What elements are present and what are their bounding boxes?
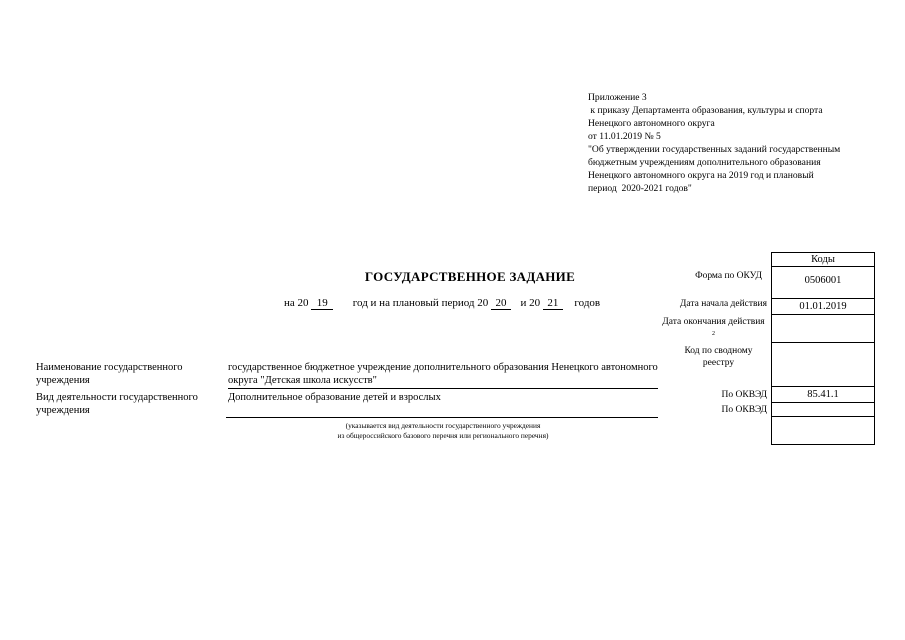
okved-label-2: По ОКВЭД bbox=[721, 405, 767, 415]
hint-line-2: из общероссийского базового перечня или регионального перечня) bbox=[337, 431, 549, 440]
registry-code-cell bbox=[772, 343, 874, 387]
appendix-line: Ненецкого автономного округа на 2019 год и плановый bbox=[588, 170, 814, 181]
okved-label-1: По ОКВЭД bbox=[721, 390, 767, 400]
okud-form-label: Форма по ОКУД bbox=[695, 271, 762, 281]
period-middle: год и на плановый период 20 bbox=[352, 297, 489, 309]
activity-kind-label: Вид деятельности государственного учреждения bbox=[36, 392, 198, 416]
end-date-label bbox=[660, 316, 767, 343]
hint-line-1: (указывается вид деятельности государственного учреждения bbox=[345, 421, 541, 430]
appendix-line: к приказу Департамента образования, культуры и спорта bbox=[588, 105, 823, 116]
appendix-block bbox=[588, 91, 888, 195]
end-date-cell bbox=[772, 315, 874, 343]
start-date-cell: 01.01.2019 bbox=[772, 299, 874, 315]
period-suffix: годов bbox=[574, 297, 601, 309]
activity-kind-underline bbox=[226, 417, 658, 418]
codes-header: Коды bbox=[772, 253, 874, 267]
institution-name-value: государственное бюджетное учреждение дополнительного образования Ненецкого автономного округа "Детская школа искусств" bbox=[228, 361, 658, 389]
appendix-line: "Об утверждении государственных заданий государственным bbox=[588, 144, 841, 155]
appendix-line: Ненецкого автономного округа bbox=[588, 118, 715, 129]
year-plan-1: 20 bbox=[491, 297, 511, 310]
period-line bbox=[284, 297, 600, 310]
okud-code-cell: 0506001 bbox=[772, 267, 874, 299]
okved-code-cell-2 bbox=[772, 403, 874, 417]
document-title: ГОСУДАРСТВЕННОЕ ЗАДАНИЕ bbox=[364, 269, 576, 284]
activity-kind-value: Дополнительное образование детей и взрослых bbox=[228, 392, 441, 403]
year-main: 19 bbox=[311, 297, 333, 310]
registry-code-label: Код по сводному реестру bbox=[684, 346, 753, 368]
footnote-mark: 2 bbox=[712, 331, 715, 337]
appendix-line: бюджетным учреждениям дополнительного образования bbox=[588, 157, 821, 168]
appendix-line: период 2020-2021 годов" bbox=[588, 183, 692, 194]
end-date-label-text: Дата окончания действия bbox=[662, 317, 765, 327]
period-and: и 20 bbox=[520, 297, 541, 309]
okved-code-cell-1: 85.41.1 bbox=[772, 387, 874, 403]
appendix-line: Приложение 3 bbox=[588, 92, 647, 103]
year-plan-2: 21 bbox=[543, 297, 563, 310]
activity-kind-hint bbox=[228, 421, 658, 441]
start-date-label: Дата начала действия bbox=[679, 299, 767, 309]
institution-name-label: Наименование государственного учреждения bbox=[36, 362, 183, 386]
appendix-line: от 11.01.2019 № 5 bbox=[588, 131, 661, 142]
codes-table bbox=[771, 252, 875, 445]
period-prefix: на 20 bbox=[284, 297, 309, 309]
